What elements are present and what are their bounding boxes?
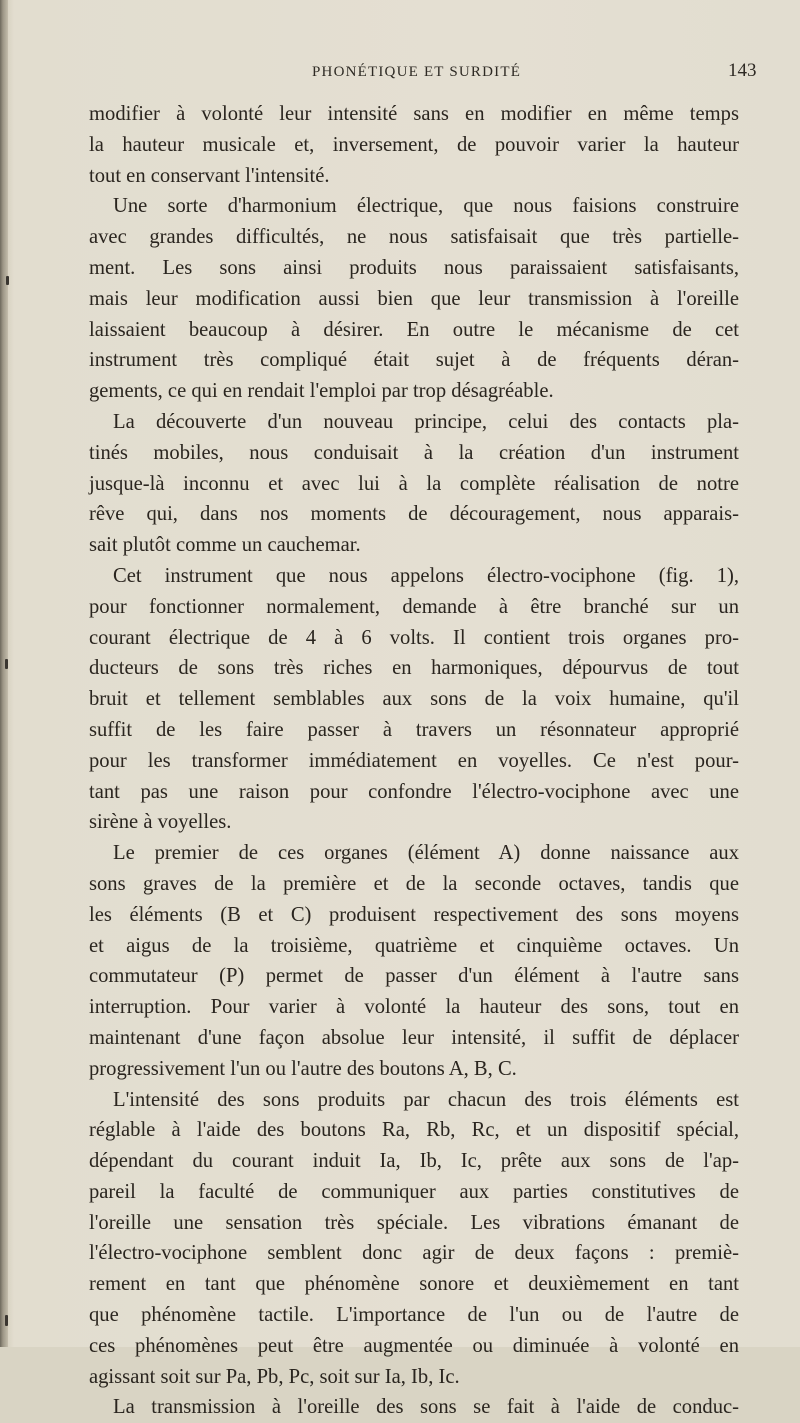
- text-line: modifier à volonté leur intensité sans en modifier en même temps: [89, 103, 739, 125]
- page-number: 143: [728, 60, 757, 81]
- text-line: pareil la faculté de communiquer aux parties constitutives de: [89, 1180, 739, 1203]
- text-line: L'intensité des sons produits par chacun des trois éléments est: [113, 1088, 739, 1111]
- text-line: bruit et tellement semblables aux sons de la voix humaine, qu'il: [89, 688, 739, 711]
- text-line: dépendant du courant induit Ia, Ib, Ic, prête aux sons de l'ap-: [89, 1150, 739, 1173]
- text-line: Une sorte d'harmonium électrique, que nous faisions construire: [113, 195, 739, 218]
- text-line: maintenant d'une façon absolue leur intensité, il suffit de déplacer: [89, 1026, 739, 1049]
- text-line: avec grandes difficultés, ne nous satisfaisait que très partielle-: [89, 226, 739, 249]
- text-line: tinés mobiles, nous conduisait à la création d'un instrument: [89, 441, 739, 464]
- text-line: Cet instrument que nous appelons électro-vociphone (fig. 1),: [113, 564, 739, 587]
- text-line: jusque-là inconnu et avec lui à la complète réalisation de notre: [89, 472, 739, 495]
- text-line: que phénomène tactile. L'importance de l'un ou de l'autre de: [89, 1304, 739, 1327]
- text-line: commutateur (P) permet de passer d'un élément à l'autre sans: [89, 965, 739, 988]
- text-line: réglable à l'aide des boutons Ra, Rb, Rc, et un dispositif spécial,: [89, 1119, 739, 1142]
- text-line: gements, ce qui en rendait l'emploi par trop désagréable.: [89, 380, 554, 403]
- text-line: l'oreille une sensation très spéciale. Les vibrations émanant de: [89, 1211, 739, 1234]
- text-line: ces phénomènes peut être augmentée ou diminuée à volonté en: [89, 1334, 739, 1357]
- text-line: sait plutôt comme un cauchemar.: [89, 534, 361, 557]
- text-line: l'électro-vociphone semblent donc agir de deux façons : premiè-: [89, 1242, 739, 1265]
- page-header: [0, 60, 800, 90]
- text-line: laissaient beaucoup à désirer. En outre le mécanisme de cet: [89, 318, 739, 341]
- margin-speck: [5, 659, 8, 669]
- text-line: agissant soit sur Pa, Pb, Pc, soit sur Ia, Ib, Ic.: [89, 1365, 460, 1388]
- margin-speck: [5, 1315, 8, 1326]
- text-line: sirène à voyelles.: [89, 811, 232, 834]
- text-line: instrument très compliqué était sujet à de fréquents déran-: [89, 349, 739, 372]
- text-line: pour fonctionner normalement, demande à être branché sur un: [89, 595, 739, 618]
- text-line: suffit de les faire passer à travers un résonnateur approprié: [89, 718, 739, 741]
- text-line: et aigus de la troisième, quatrième et cinquième octaves. Un: [89, 934, 739, 957]
- text-line: La transmission à l'oreille des sons se fait à l'aide de conduc-: [113, 1396, 739, 1419]
- text-line: tant pas une raison pour confondre l'électro-vociphone avec une: [89, 780, 739, 803]
- text-line: rement en tant que phénomène sonore et deuxièmement en tant: [89, 1273, 739, 1296]
- text-line: pour les transformer immédiatement en voyelles. Ce n'est pour-: [89, 749, 739, 772]
- margin-speck: [6, 276, 9, 285]
- text-line: progressivement l'un ou l'autre des boutons A, B, C.: [89, 1057, 517, 1080]
- text-line: La découverte d'un nouveau principe, celui des contacts pla-: [113, 410, 739, 433]
- text-line: les éléments (B et C) produisent respectivement des sons moyens: [89, 903, 739, 926]
- text-line: courant électrique de 4 à 6 volts. Il contient trois organes pro-: [89, 626, 739, 649]
- text-line: ducteurs de sons très riches en harmoniques, dépourvus de tout: [89, 657, 739, 680]
- running-title: PHONÉTIQUE ET SURDITÉ: [312, 64, 522, 80]
- page-binding-edge: [0, 0, 8, 1347]
- text-line: tout en conservant l'intensité.: [89, 164, 330, 187]
- text-line: Le premier de ces organes (élément A) donne naissance aux: [113, 842, 739, 865]
- text-line: mais leur modification aussi bien que leur transmission à l'oreille: [89, 287, 739, 310]
- text-line: ment. Les sons ainsi produits nous paraissaient satisfaisants,: [89, 256, 739, 279]
- text-line: rêve qui, dans nos moments de découragement, nous apparais-: [89, 503, 739, 526]
- text-line: la hauteur musicale et, inversement, de pouvoir varier la hauteur: [89, 133, 739, 156]
- body-text: [89, 99, 739, 1423]
- text-line: interruption. Pour varier à volonté la hauteur des sons, tout en: [89, 996, 739, 1019]
- text-line: sons graves de la première et de la seconde octaves, tandis que: [89, 872, 739, 895]
